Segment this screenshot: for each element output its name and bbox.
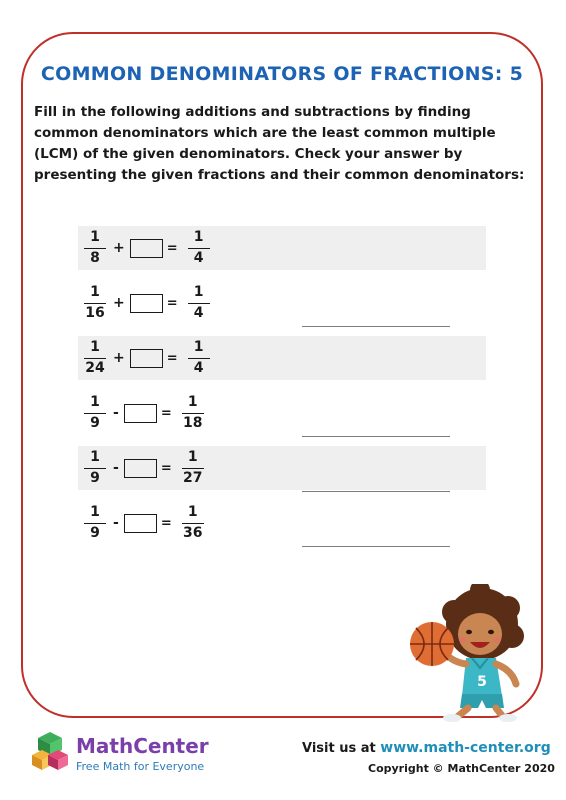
fraction-bar xyxy=(188,303,210,305)
operator: - xyxy=(113,515,119,531)
numerator: 1 xyxy=(90,448,100,465)
denominator: 9 xyxy=(90,525,100,542)
denominator: 8 xyxy=(90,250,100,267)
visit-label: Visit us at xyxy=(302,741,376,756)
numerator: 1 xyxy=(187,503,198,520)
visit-line xyxy=(302,740,551,756)
numerator: 1 xyxy=(90,393,100,410)
brand-tagline: Free Math for Everyone xyxy=(76,760,205,773)
equals-sign: = xyxy=(166,295,178,311)
denominator: 16 xyxy=(85,305,105,322)
denominator: 9 xyxy=(90,415,100,432)
answer-box[interactable] xyxy=(124,514,157,533)
problem-row-6 xyxy=(78,501,486,545)
first-fraction xyxy=(84,230,106,267)
problem-list xyxy=(78,226,486,556)
result-fraction xyxy=(188,340,210,377)
fraction-bar xyxy=(188,358,210,360)
basketball-icon xyxy=(410,622,454,666)
operator: + xyxy=(113,295,125,311)
denominator: 27 xyxy=(182,470,203,487)
result-fraction xyxy=(182,395,204,432)
fraction-bar xyxy=(84,413,106,415)
fraction-bar xyxy=(182,523,204,525)
problem-row-1 xyxy=(78,226,486,270)
numerator: 1 xyxy=(187,393,198,410)
answer-line[interactable] xyxy=(302,326,450,327)
brand-name: MathCenter xyxy=(76,734,209,758)
denominator: 9 xyxy=(90,470,100,487)
denominator: 18 xyxy=(182,415,203,432)
numerator: 1 xyxy=(90,228,100,245)
result-fraction xyxy=(182,505,204,542)
fraction-bar xyxy=(84,523,106,525)
answer-line[interactable] xyxy=(302,491,450,492)
denominator: 36 xyxy=(182,525,203,542)
footer xyxy=(0,724,566,800)
problem-row-3 xyxy=(78,336,486,380)
first-fraction xyxy=(84,505,106,542)
operator: - xyxy=(113,460,119,476)
fraction-bar xyxy=(182,468,204,470)
equals-sign: = xyxy=(166,350,178,366)
answer-box[interactable] xyxy=(124,459,157,478)
fraction-bar xyxy=(188,248,210,250)
cubes-logo-icon xyxy=(32,730,68,772)
first-fraction xyxy=(84,450,106,487)
fraction-bar xyxy=(84,248,106,250)
result-fraction xyxy=(188,285,210,322)
operator: + xyxy=(113,240,125,256)
fraction-bar xyxy=(84,468,106,470)
fraction-bar xyxy=(84,358,106,360)
answer-box[interactable] xyxy=(124,404,157,423)
problem-row-2 xyxy=(78,281,486,325)
problem-row-4 xyxy=(78,391,486,435)
numerator: 1 xyxy=(193,228,204,245)
first-fraction xyxy=(84,340,106,377)
numerator: 1 xyxy=(193,338,204,355)
numerator: 1 xyxy=(187,448,198,465)
answer-box[interactable] xyxy=(130,349,163,368)
answer-line[interactable] xyxy=(302,436,450,437)
numerator: 1 xyxy=(90,338,100,355)
operator: - xyxy=(113,405,119,421)
denominator: 4 xyxy=(193,250,204,267)
denominator: 24 xyxy=(85,360,105,377)
basketball-girl-illustration xyxy=(408,584,534,722)
jersey-number: 5 xyxy=(477,674,487,690)
first-fraction xyxy=(84,285,106,322)
problem-row-5 xyxy=(78,446,486,490)
fraction-bar xyxy=(84,303,106,305)
result-fraction xyxy=(182,450,204,487)
answer-box[interactable] xyxy=(130,239,163,258)
numerator: 1 xyxy=(193,283,204,300)
numerator: 1 xyxy=(90,503,100,520)
denominator: 4 xyxy=(193,305,204,322)
equals-sign: = xyxy=(160,405,172,421)
website-link[interactable]: www.math-center.org xyxy=(380,740,551,756)
answer-box[interactable] xyxy=(130,294,163,313)
equals-sign: = xyxy=(160,515,172,531)
fraction-bar xyxy=(182,413,204,415)
first-fraction xyxy=(84,395,106,432)
answer-line[interactable] xyxy=(302,546,450,547)
numerator: 1 xyxy=(90,283,100,300)
result-fraction xyxy=(188,230,210,267)
worksheet-title: COMMON DENOMINATORS OF FRACTIONS: 5 xyxy=(40,63,524,85)
equals-sign: = xyxy=(160,460,172,476)
denominator: 4 xyxy=(193,360,204,377)
equals-sign: = xyxy=(166,240,178,256)
copyright-text: Copyright © MathCenter 2020 xyxy=(368,762,555,775)
instructions-text: Fill in the following additions and subtractions by finding common denominators which are the least common multiple (LCM) of the given denominators. Check your answer by presenting the given fractions and their common denominators: xyxy=(34,104,525,183)
operator: + xyxy=(113,350,125,366)
